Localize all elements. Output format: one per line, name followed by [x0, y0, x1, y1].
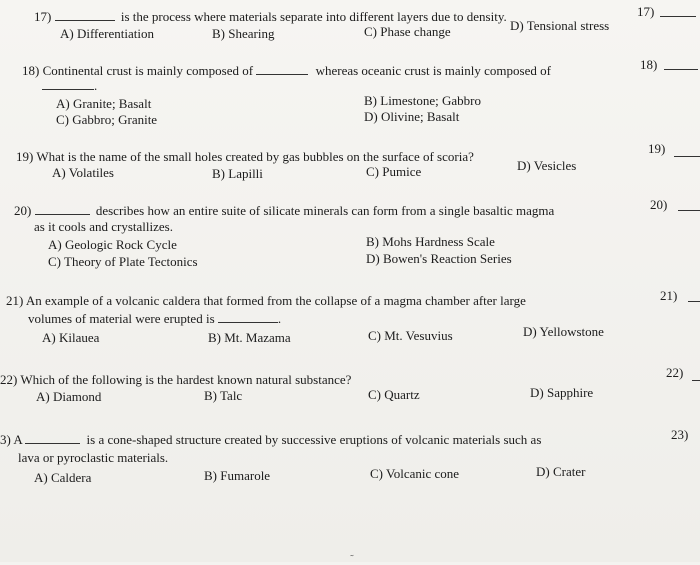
q22-option-d[interactable]: D) Sapphire: [530, 385, 594, 400]
q17-side-number: 17): [637, 4, 655, 19]
q23-blank: [25, 432, 80, 444]
q17-stem: is the process where materials separate into different layers due to density.: [120, 9, 507, 24]
q21-option-a[interactable]: A) Kilauea: [42, 330, 100, 345]
q18-line-1: [22, 63, 551, 78]
q20-blank: [35, 203, 90, 215]
q20-number: 20): [14, 203, 32, 218]
q21-blank: [218, 311, 278, 323]
q21-side-number: 21): [660, 288, 678, 303]
q18-blank-1: [256, 63, 308, 75]
q23-number: 3) A: [0, 432, 23, 447]
q20-option-a[interactable]: A) Geologic Rock Cycle: [48, 237, 177, 252]
q22-side-number: 22): [666, 365, 684, 380]
q19-side-number: 19): [648, 141, 666, 156]
q17-option-b[interactable]: B) Shearing: [212, 26, 275, 41]
q17-option-a[interactable]: A) Differentiation: [60, 26, 154, 41]
q19-answer-line[interactable]: [674, 156, 700, 157]
q20-stem-2: as it cools and crystallizes.: [34, 219, 173, 234]
q19-stem: 19) What is the name of the small holes created by gas bubbles on the surface of scoria?: [16, 149, 474, 164]
q23-option-c[interactable]: C) Volcanic cone: [370, 466, 460, 481]
q21-line-2: [28, 311, 281, 326]
q17-answer-line[interactable]: [660, 16, 696, 17]
q17-number: 17): [34, 9, 52, 24]
q23-option-d[interactable]: D) Crater: [536, 464, 586, 479]
q18-option-b[interactable]: B) Limestone; Gabbro: [364, 93, 481, 108]
q19-option-d[interactable]: D) Vesicles: [517, 158, 577, 173]
q17-blank: [55, 9, 115, 21]
q20-answer-line[interactable]: [678, 210, 700, 211]
q21-stem-2: volumes of material were erupted is: [28, 311, 215, 326]
q21-stem-1: 21) An example of a volcanic caldera that formed from the collapse of a magma chamber after large: [6, 293, 526, 308]
q23-side-number: 23): [671, 427, 689, 442]
q17-option-c[interactable]: C) Phase change: [364, 24, 451, 39]
q22-option-a[interactable]: A) Diamond: [36, 389, 102, 404]
q18-answer-line[interactable]: [664, 69, 698, 70]
q22-stem: 22) Which of the following is the hardest known natural substance?: [0, 372, 352, 387]
q18-option-c[interactable]: C) Gabbro; Granite: [56, 112, 158, 127]
q18-blank-2: [42, 78, 94, 90]
q19-option-b[interactable]: B) Lapilli: [212, 166, 263, 181]
q20-option-b[interactable]: B) Mohs Hardness Scale: [366, 234, 495, 249]
q21-option-c[interactable]: C) Mt. Vesuvius: [368, 328, 453, 343]
q23-option-b[interactable]: B) Fumarole: [204, 468, 271, 483]
q17-line: [34, 9, 507, 24]
q17-option-d[interactable]: D) Tensional stress: [510, 18, 610, 33]
q23-option-a[interactable]: A) Caldera: [34, 470, 92, 485]
q18-side-number: 18): [640, 57, 658, 72]
q18-line-2: [42, 78, 97, 93]
q21-option-b[interactable]: B) Mt. Mazama: [208, 330, 291, 345]
q22-answer-line[interactable]: [692, 380, 700, 381]
q18-stem-1: 18) Continental crust is mainly composed of: [22, 63, 254, 78]
q20-side-number: 20): [650, 197, 668, 212]
q18-option-d[interactable]: D) Olivine; Basalt: [364, 109, 460, 124]
q19-option-c[interactable]: C) Pumice: [366, 164, 422, 179]
q21-answer-line[interactable]: [688, 301, 700, 302]
q20-stem-1: describes how an entire suite of silicate minerals can form from a single basaltic magma: [95, 203, 555, 218]
q22-option-c[interactable]: C) Quartz: [368, 387, 420, 402]
q23-stem-1: is a cone-shaped structure created by successive eruptions of volcanic materials such as: [86, 432, 542, 447]
q20-option-d[interactable]: D) Bowen's Reaction Series: [366, 251, 512, 266]
q21-period: .: [277, 311, 282, 326]
q23-stem-2: lava or pyroclastic materials.: [18, 450, 169, 465]
q22-option-b[interactable]: B) Talc: [204, 388, 243, 403]
q18-period: .: [94, 78, 98, 93]
q18-option-a[interactable]: A) Granite; Basalt: [56, 96, 152, 111]
smudge-mark: ˜: [350, 553, 354, 565]
q18-stem-2: whereas oceanic crust is mainly composed of: [315, 63, 551, 78]
q23-line-1: [0, 432, 541, 447]
q20-line-1: [14, 203, 554, 218]
q20-option-c[interactable]: C) Theory of Plate Tectonics: [48, 254, 198, 269]
q19-option-a[interactable]: A) Volatiles: [52, 165, 114, 180]
q21-option-d[interactable]: D) Yellowstone: [523, 324, 604, 339]
